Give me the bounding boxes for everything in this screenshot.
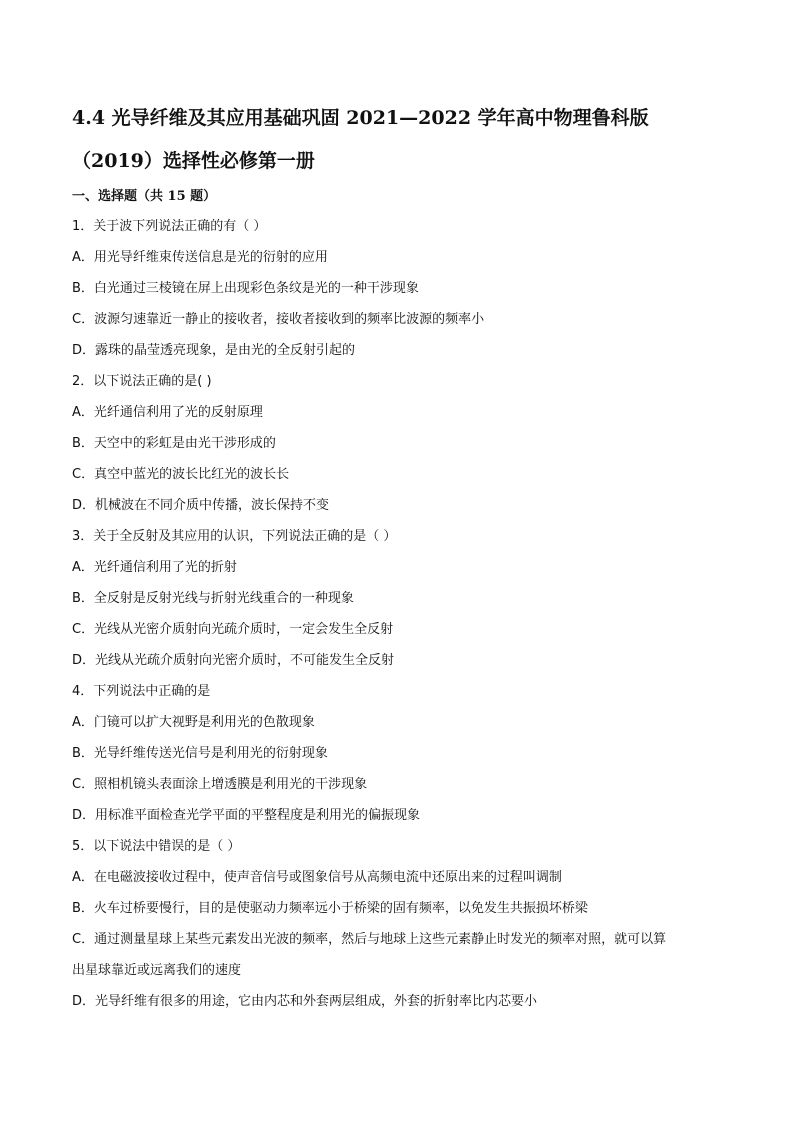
question-2-option-b: B．天空中的彩虹是由光干涉形成的 <box>72 436 276 451</box>
document-title-line-2: （2019）选择性必修第一册 <box>72 150 315 172</box>
question-5-option-c-continued: 出星球靠近或远离我们的速度 <box>72 963 242 978</box>
question-3-option-c: C．光线从光密介质射向光疏介质时，一定会发生全反射 <box>72 622 394 637</box>
question-5-option-b: B．火车过桥要慢行，目的是使驱动力频率远小于桥梁的固有频率，以免发生共振损坏桥梁 <box>72 901 588 916</box>
question-1-stem: 1．关于波下列说法正确的有（ ） <box>72 219 267 234</box>
question-1-option-a: A．用光导纤维束传送信息是光的衍射的应用 <box>72 250 328 265</box>
question-2-stem: 2．以下说法正确的是( ) <box>72 374 212 389</box>
question-5-option-d: D．光导纤维有很多的用途，它由内芯和外套两层组成，外套的折射率比内芯要小 <box>72 994 538 1009</box>
question-3-option-a: A．光纤通信利用了光的折射 <box>72 560 237 575</box>
question-2-option-c: C．真空中蓝光的波长比红光的波长长 <box>72 467 290 482</box>
section-heading: 一、选择题（共 15 题） <box>72 189 217 204</box>
question-1-option-d: D．露珠的晶莹透亮现象，是由光的全反射引起的 <box>72 343 356 358</box>
question-1-option-c: C．波源匀速靠近一静止的接收者，接收者接收到的频率比波源的频率小 <box>72 312 485 327</box>
question-5-option-c: C．通过测量星球上某些元素发出光波的频率，然后与地球上这些元素静止时发光的频率对照，就可以算 <box>72 932 667 947</box>
question-3-option-d: D．光线从光疏介质射向光密介质时，不可能发生全反射 <box>72 653 395 668</box>
question-4-option-c: C．照相机镜头表面涂上增透膜是利用光的干涉现象 <box>72 777 368 792</box>
question-4-option-a: A．门镜可以扩大视野是利用光的色散现象 <box>72 715 315 730</box>
question-3-option-b: B．全反射是反射光线与折射光线重合的一种现象 <box>72 591 354 606</box>
question-2-option-a: A．光纤通信利用了光的反射原理 <box>72 405 263 420</box>
question-2-option-d: D．机械波在不同介质中传播，波长保持不变 <box>72 498 330 513</box>
question-4-stem: 4．下列说法中正确的是 <box>72 684 211 699</box>
question-1-option-b: B．白光通过三棱镜在屏上出现彩色条纹是光的一种干涉现象 <box>72 281 419 296</box>
question-5-option-a: A．在电磁波接收过程中，使声音信号或图象信号从高频电流中还原出来的过程叫调制 <box>72 870 562 885</box>
question-5-stem: 5．以下说法中错误的是（ ） <box>72 839 241 854</box>
document-title-line-1: 4.4 光导纤维及其应用基础巩固 2021—2022 学年高中物理鲁科版 <box>72 107 649 129</box>
question-4-option-b: B．光导纤维传送光信号是利用光的衍射现象 <box>72 746 328 761</box>
question-4-option-d: D．用标准平面检查光学平面的平整程度是利用光的偏振现象 <box>72 808 421 823</box>
question-3-stem: 3．关于全反射及其应用的认识，下列说法正确的是（ ） <box>72 529 397 544</box>
